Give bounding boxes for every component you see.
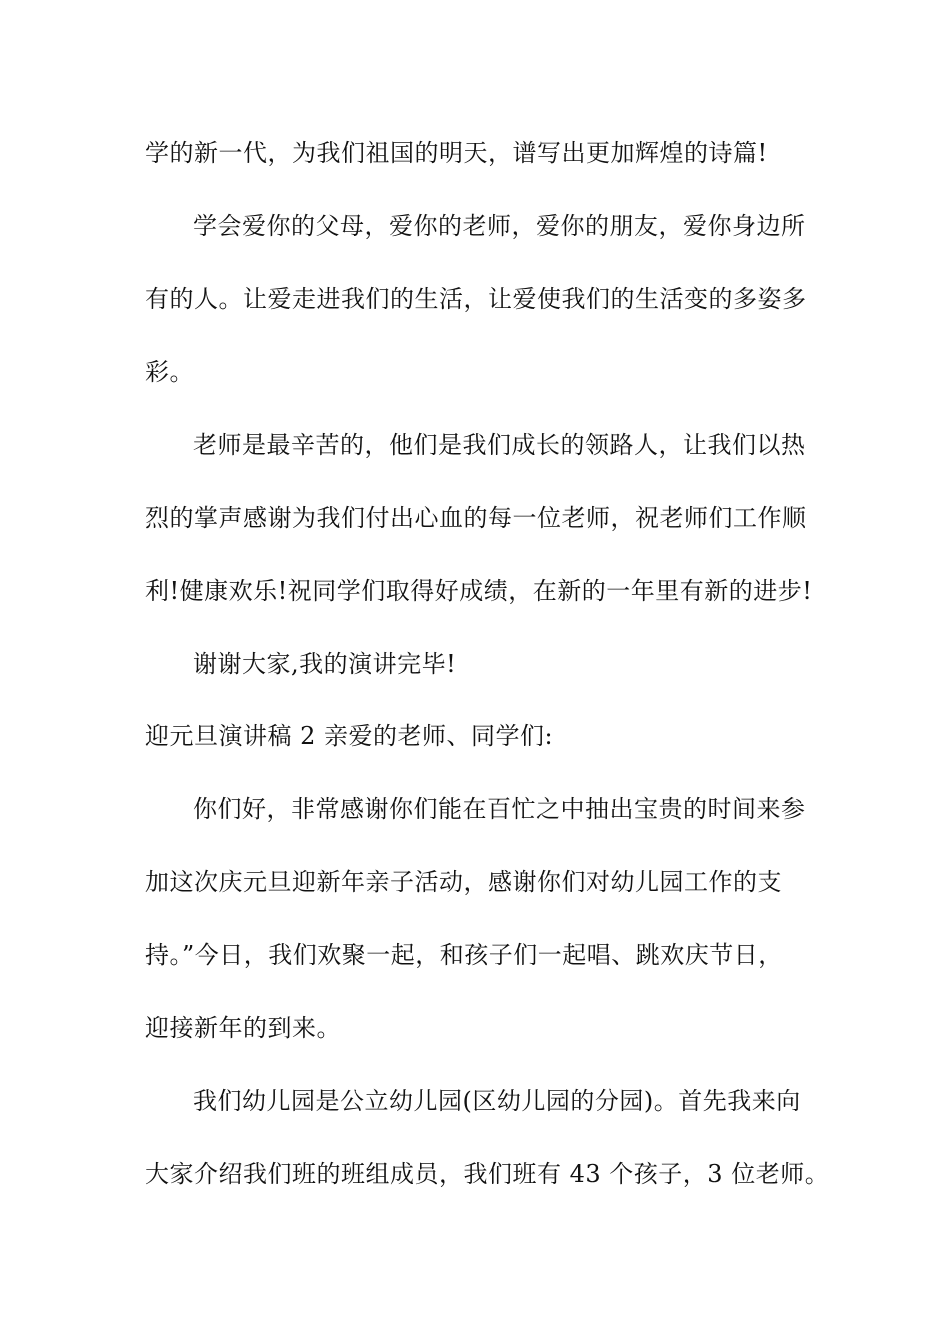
text-line: 大家介绍我们班的班组成员，我们班有 43 个孩子，3 位老师。 bbox=[145, 1160, 830, 1188]
paragraph-first-line: 你们好，非常感谢你们能在百忙之中抽出宝贵的时间来参 bbox=[193, 795, 806, 823]
paragraph-first-line: 我们幼儿园是公立幼儿园(区幼儿园的分园)。首先我来向 bbox=[193, 1087, 801, 1115]
text-line: 彩。 bbox=[145, 358, 194, 386]
text-line: 利!健康欢乐!祝同学们取得好成绩，在新的一年里有新的进步! bbox=[145, 577, 813, 605]
text-line: 烈的掌声感谢为我们付出心血的每一位老师，祝老师们工作顺 bbox=[145, 504, 807, 532]
text-line: 有的人。让爱走进我们的生活，让爱使我们的生活变的多姿多 bbox=[145, 285, 807, 313]
text-line: 持。”今日，我们欢聚一起，和孩子们一起唱、跳欢庆节日， bbox=[145, 941, 783, 969]
section-heading-line: 迎元旦演讲稿 2 亲爱的老师、同学们: bbox=[145, 722, 554, 750]
paragraph-first-line: 学会爱你的父母，爱你的老师，爱你的朋友，爱你身边所 bbox=[193, 212, 806, 240]
paragraph-first-line: 老师是最辛苦的，他们是我们成长的领路人，让我们以热 bbox=[193, 431, 806, 459]
text-line: 迎接新年的到来。 bbox=[145, 1014, 341, 1042]
paragraph-first-line: 谢谢大家,我的演讲完毕! bbox=[193, 650, 457, 678]
text-line: 学的新一代，为我们祖国的明天，谱写出更加辉煌的诗篇! bbox=[145, 139, 768, 167]
text-line: 加这次庆元旦迎新年亲子活动，感谢你们对幼儿园工作的支 bbox=[145, 868, 782, 896]
